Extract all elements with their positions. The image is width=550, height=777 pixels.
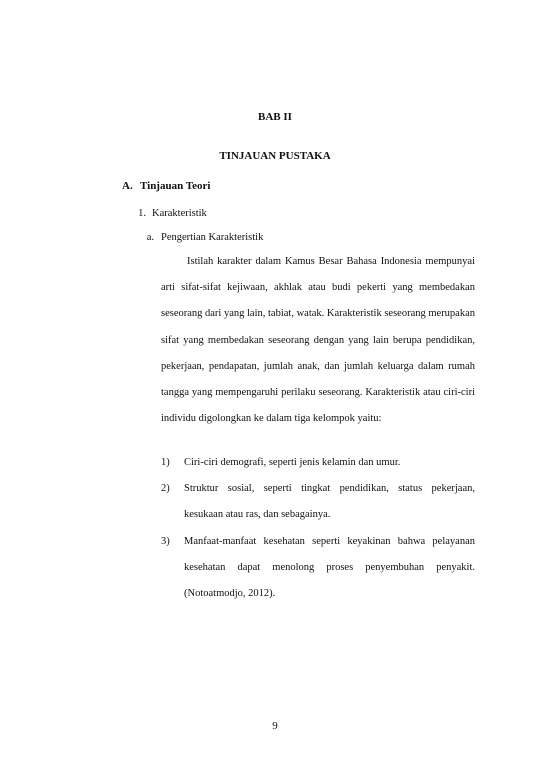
chapter-heading: BAB II — [258, 111, 292, 123]
section-number: A. — [122, 180, 133, 192]
subsubsection-heading — [138, 231, 263, 245]
section-label: Tinjauan Teori — [140, 180, 211, 192]
chapter-title: TINJAUAN PUSTAKA — [219, 150, 331, 162]
list-item-text: Manfaat-manfaat kesehatan seperti keyakinan bahwa pelayanan kesehatan dapat menolong proses penyembuhan penyakit. (Notoatmodjo, 2012). — [184, 535, 475, 600]
section-heading — [122, 179, 210, 193]
list-item — [161, 476, 475, 528]
body-paragraph: Istilah karakter dalam Kamus Besar Bahasa Indonesia mempunyai arti sifat-sifat kejiwaan, akhlak atau budi pekerti yang membedakan seseorang dari yang lain, tabiat, watak. Karakteristik seseorang merupakan sifat yang membedakan seseorang dengan yang lain berupa pendidikan, pekerjaan, pendapatan, jumlah anak, dan jumlah keluarga dalam rumah tangga yang mempengaruhi perilaku seseorang. Karakteristik atau ciri-ciri individu digolongkan ke dalam tiga kelompok yaitu: — [161, 256, 476, 425]
page-number: 9 — [272, 720, 278, 732]
subsection-number: 1. — [138, 208, 146, 219]
list-item — [161, 529, 475, 608]
subsection-heading — [122, 207, 207, 221]
characteristic-list — [161, 450, 475, 607]
subsubsection-number: a. — [146, 232, 154, 243]
subsection-label: Karakteristik — [152, 208, 207, 219]
list-marker: 1) — [161, 457, 170, 468]
subsubsection-label: Pengertian Karakteristik — [161, 232, 264, 243]
list-item-text: Ciri-ciri demografi, seperti jenis kelamin dan umur. — [184, 457, 401, 468]
list-item — [161, 450, 475, 476]
list-marker: 2) — [161, 483, 170, 495]
list-marker: 3) — [161, 535, 170, 547]
list-item-text: Struktur sosial, seperti tingkat pendidikan, status pekerjaan, kesukaan atau ras, dan sebagainya. — [184, 483, 475, 521]
